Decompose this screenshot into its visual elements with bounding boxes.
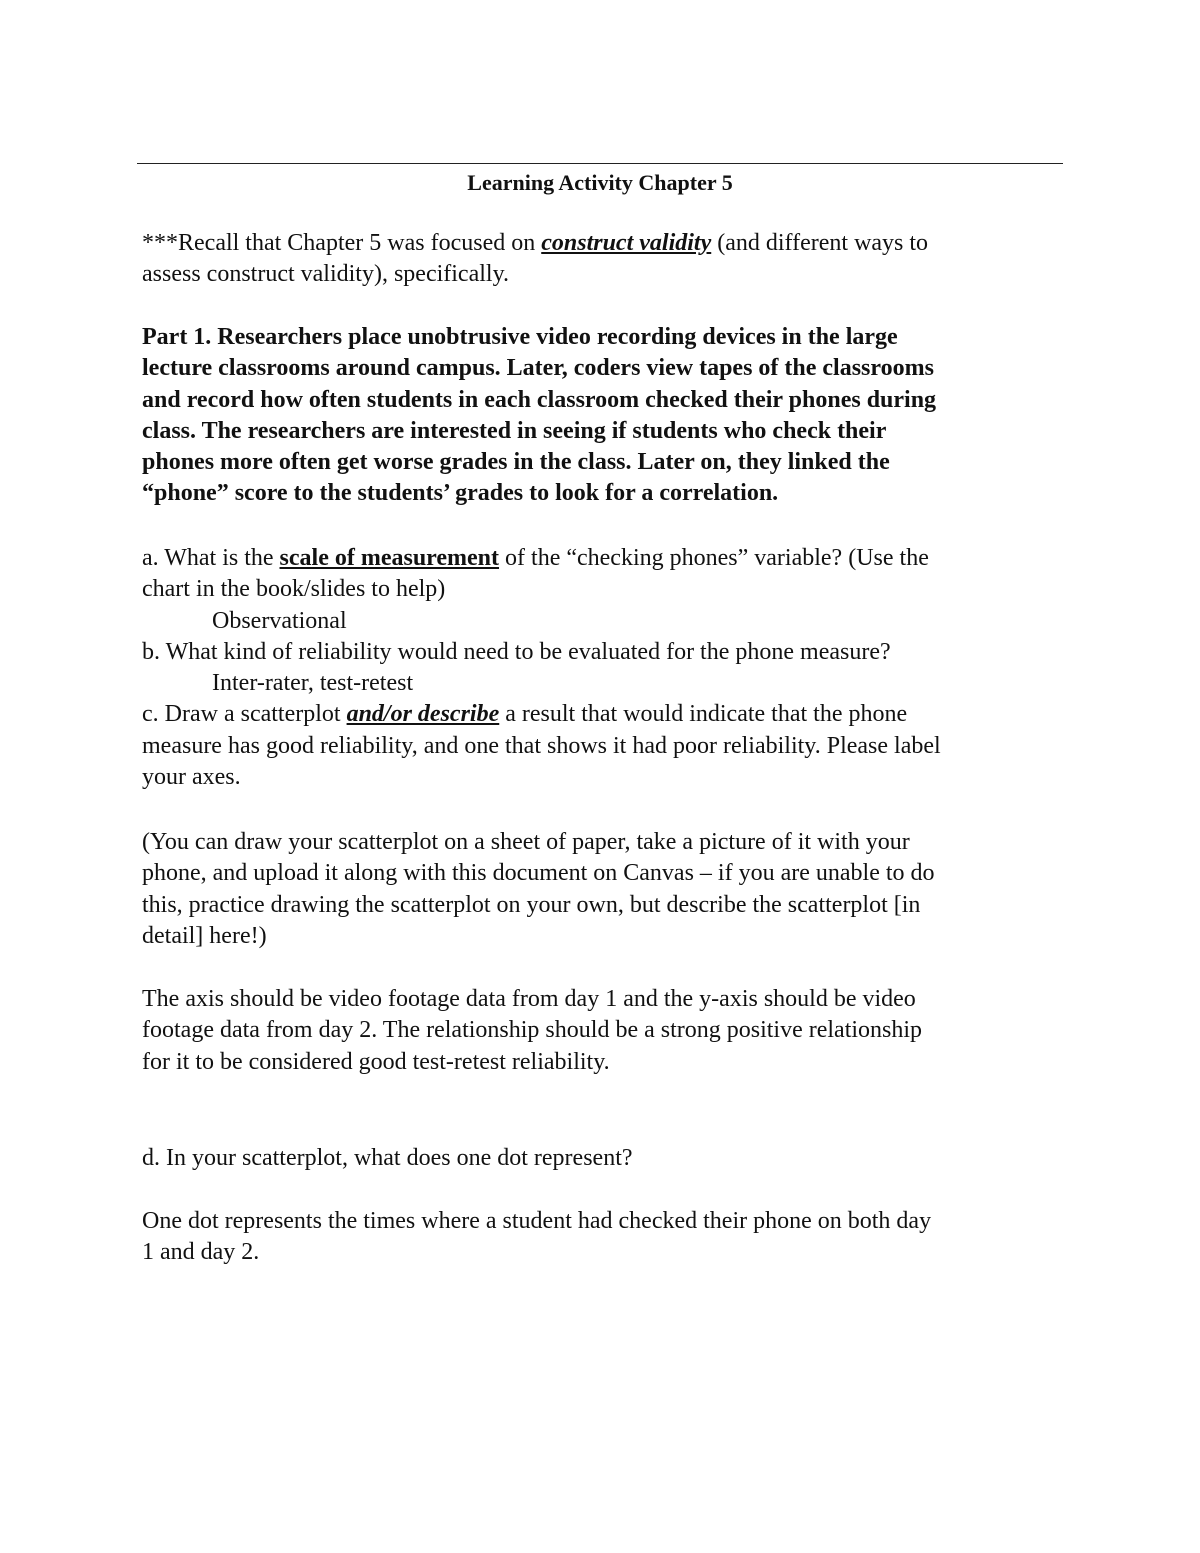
part1-line: and record how often students in each classroom checked their phones during <box>142 386 937 413</box>
scale-of-measurement-emphasis: scale of measurement <box>279 545 500 571</box>
answer-d-paragraph <box>142 1206 1072 1269</box>
instructions-note <box>142 827 1072 952</box>
intro-line-2: assess construct validity), specifically. <box>142 261 510 288</box>
answer-c-paragraph <box>142 984 1072 1078</box>
part1-line: class. The researchers are interested in seeing if students who check their <box>142 417 887 444</box>
answer-c-line: for it to be considered good test-retest reliability. <box>142 1048 610 1075</box>
intro-line-1: ***Recall that Chapter 5 was focused on construct validity (and different ways to <box>142 230 929 256</box>
part1-line: “phone” score to the students’ grades to look for a correlation. <box>142 480 779 507</box>
answer-c-line: The axis should be video footage data from day 1 and the y-axis should be video <box>142 986 916 1012</box>
note-line: this, practice drawing the scatterplot on your own, but describe the scatterplot [in <box>142 891 921 918</box>
construct-validity-emphasis: construct validity <box>541 230 712 256</box>
answer-a: Observational <box>212 607 347 634</box>
answer-d-line: One dot represents the times where a student had checked their phone on both day <box>142 1208 932 1234</box>
answer-b: Inter-rater, test-retest <box>212 670 414 697</box>
answer-d-line: 1 and day 2. <box>142 1239 260 1266</box>
intro-paragraph <box>142 228 1072 291</box>
and-or-describe-emphasis: and/or describe <box>346 701 500 728</box>
answer-c-line: footage data from day 2. The relationship should be a strong positive relationship <box>142 1017 923 1044</box>
question-b: b. What kind of reliability would need to be evaluated for the phone measure? <box>142 638 891 665</box>
document-title: Learning Activity Chapter 5 <box>467 170 733 195</box>
questions-block <box>142 543 1072 793</box>
header-rule <box>137 163 1063 164</box>
part1-line: lecture classrooms around campus. Later, coders view tapes of the classrooms <box>142 355 934 382</box>
note-line: phone, and upload it along with this document on Canvas – if you are unable to do <box>142 860 935 887</box>
note-line: detail] here!) <box>142 922 267 949</box>
question-a: a. What is the scale of measurement of the “checking phones” variable? (Use the <box>142 545 929 571</box>
note-line: (You can draw your scatterplot on a sheet of paper, take a picture of it with your <box>142 829 910 855</box>
question-d <box>142 1143 1072 1174</box>
question-c-line-2: measure has good reliability, and one that shows it had poor reliability. Please label <box>142 732 941 759</box>
question-d-text: d. In your scatterplot, what does one dot represent? <box>142 1145 633 1171</box>
question-c-line-3: your axes. <box>142 764 241 791</box>
part1-line: Part 1. Researchers place unobtrusive video recording devices in the large <box>142 324 898 350</box>
question-c: c. Draw a scatterplot and/or describe a result that would indicate that the phone <box>142 701 908 728</box>
part1-paragraph <box>142 322 1072 510</box>
question-a-line-2: chart in the book/slides to help) <box>142 576 446 603</box>
part1-line: phones more often get worse grades in the class. Later on, they linked the <box>142 449 890 476</box>
